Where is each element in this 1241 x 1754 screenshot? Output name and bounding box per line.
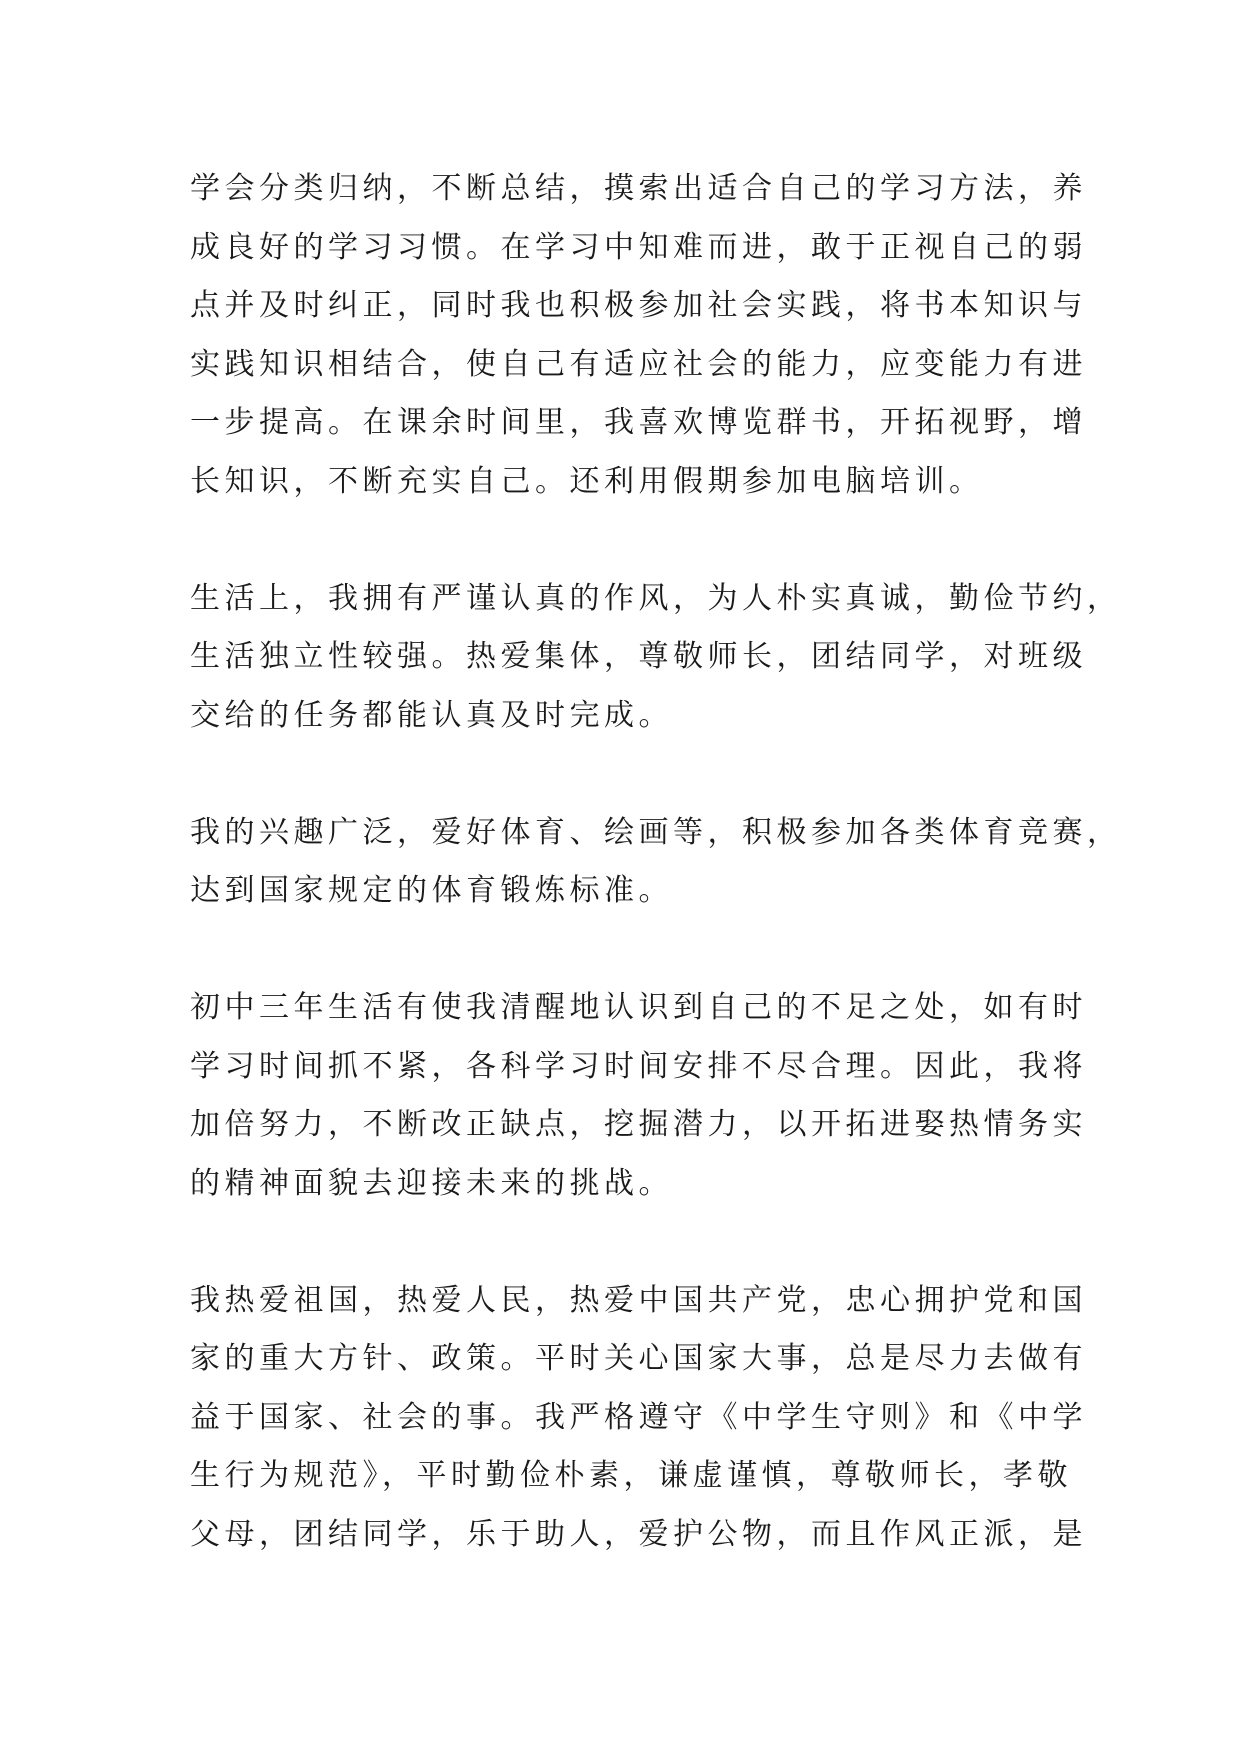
text-line: 长知识，不断充实自己。还利用假期参加电脑培训。: [190, 463, 984, 499]
text-line: 生活独立性较强。热爱集体，尊敬师长，团结同学，对班级: [190, 639, 1087, 674]
text-line: 初中三年生活有使我清醒地认识到自己的不足之处，如有时: [190, 990, 1087, 1025]
text-line: 生行为规范》，平时勤俭朴素，谦虚谨慎，尊敬师长，孝敬: [190, 1458, 1072, 1493]
paragraph-shortcomings: [190, 979, 1087, 1213]
text-line: 达到国家规定的体育锻炼标准。: [190, 873, 673, 908]
paragraph-interests: [190, 804, 1122, 921]
text-line: 学习时间抓不紧，各科学习时间安排不尽合理。因此，我将: [190, 1048, 1087, 1084]
text-line: 生活上，我拥有严谨认真的作风，为人朴实真诚，勤俭节约，: [190, 580, 1122, 616]
text-line: 加倍努力，不断改正缺点，挖掘潜力，以开拓进娶热情务实: [190, 1107, 1087, 1142]
text-line: 学会分类归纳，不断总结，摸索出适合自己的学习方法，养: [190, 171, 1087, 206]
text-line: 我热爱祖国，热爱人民，热爱中国共产党，忠心拥护党和国: [190, 1282, 1087, 1318]
document-page: [190, 160, 1122, 1623]
text-line: 交给的任务都能认真及时完成。: [190, 697, 673, 733]
text-line: 父母，团结同学，乐于助人，爱护公物，而且作风正派，是: [190, 1516, 1087, 1552]
text-line: 我的兴趣广泛，爱好体育、绘画等，积极参加各类体育竞赛，: [190, 814, 1122, 850]
text-line: 的精神面貌去迎接未来的挑战。: [190, 1165, 673, 1201]
text-line: 点并及时纠正，同时我也积极参加社会实践，将书本知识与: [190, 288, 1087, 323]
paragraph-life: [190, 570, 1122, 746]
paragraph-patriotism: [190, 1272, 1087, 1565]
paragraph-study: [190, 160, 1087, 511]
text-line: 益于国家、社会的事。我严格遵守《中学生守则》和《中学: [190, 1399, 1087, 1435]
text-line: 一步提高。在课余时间里，我喜欢博览群书，开拓视野，增: [190, 405, 1087, 440]
text-line: 成良好的学习习惯。在学习中知难而进，敢于正视自己的弱: [190, 229, 1087, 265]
text-line: 家的重大方针、政策。平时关心国家大事，总是尽力去做有: [190, 1341, 1087, 1376]
text-line: 实践知识相结合，使自己有适应社会的能力，应变能力有进: [190, 346, 1087, 382]
